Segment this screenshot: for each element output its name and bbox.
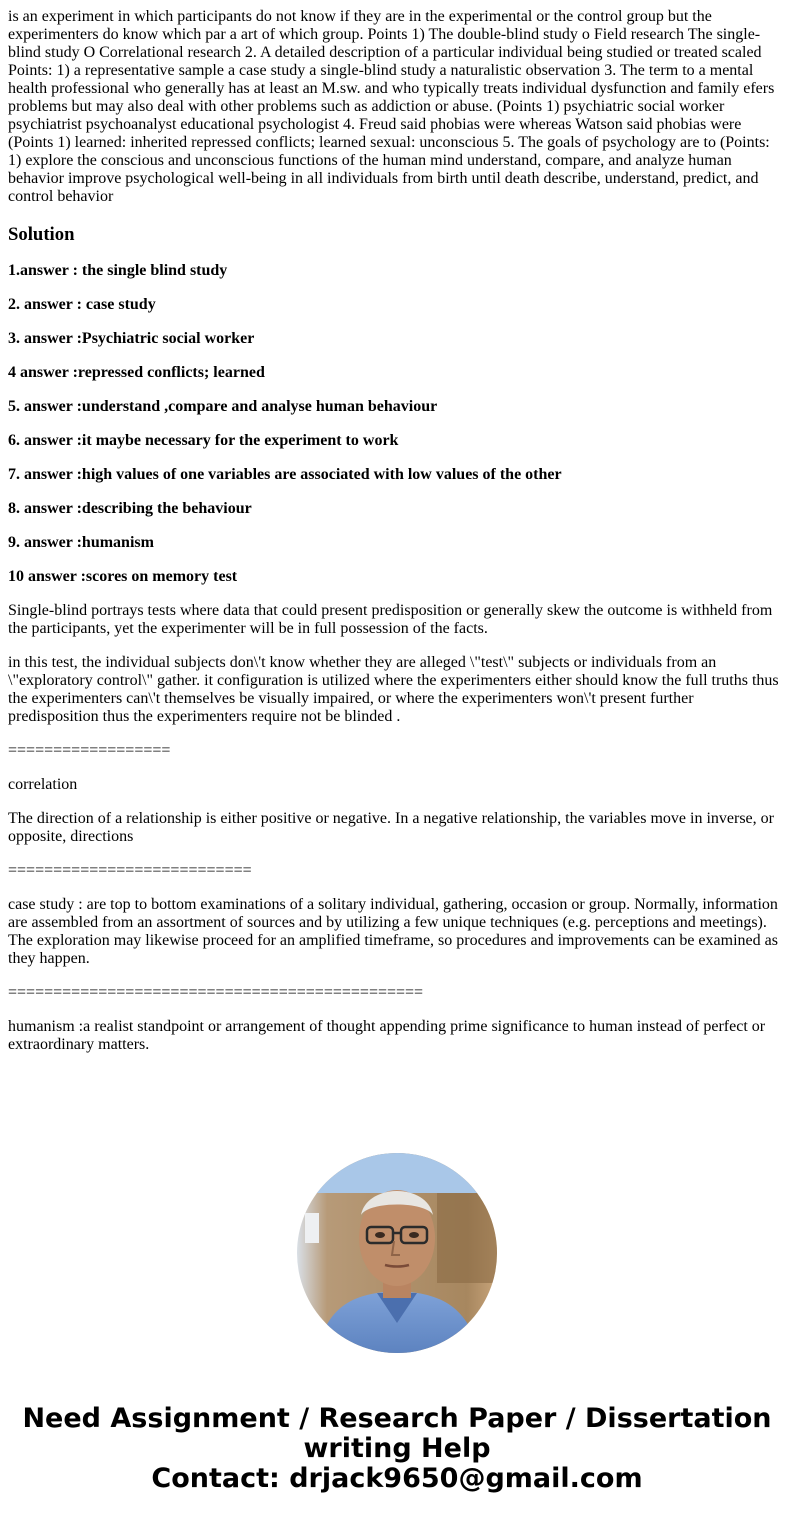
footer-headline: Need Assignment / Research Paper / Dissertation — [22, 1403, 772, 1434]
avatar-portrait-image — [297, 1153, 497, 1353]
question-text: is an experiment in which participants do not know if they are in the experimental or the control group but the experimenters do know which par a art of which group. Points 1) The double-blind study o Field research The single-blind study O Correlational research 2. A detailed description of a particular individual being studied or treated scaled Points: 1) a representative sample a case study a single-blind study a naturalistic observation 3. The term to a mental health professional who generally has at least an M.sw. and who typically treats individual dysfunction and family efers problems but may also deal with other problems such as addiction or abuse. (Points 1) psychiatric social worker psychiatrist psychoanalyst educational psychologist 4. Freud said phobias were whereas Watson said phobias were (Points 1) learned: inherited repressed conflicts; learned sexual: unconscious 5. The goals of psychology are to (Points: 1) explore the conscious and unconscious functions of the human mind understand, compare, and analyze human behavior improve psychological well-being in all individuals from birth until death describe, understand, predict, and control behavior — [8, 8, 775, 205]
avatar — [297, 1153, 497, 1353]
separator: =========================== — [8, 862, 252, 879]
answer-2: 2. answer : case study — [8, 296, 156, 313]
answer-10: 10 answer :scores on memory test — [8, 568, 238, 585]
explanation-correlation-heading: correlation — [8, 776, 78, 793]
contact-label: Contact: — [151, 1463, 290, 1494]
footer-promo — [0, 1404, 794, 1494]
contact-email-link[interactable]: drjack9650@gmail.com — [289, 1463, 643, 1494]
answer-8: 8. answer :describing the behaviour — [8, 500, 252, 517]
separator: ================== — [8, 742, 171, 759]
explanation-humanism: humanism :a realist standpoint or arrangement of thought appending prime significance to human instead of perfect or extraordinary matters. — [8, 1018, 766, 1053]
answer-3: 3. answer :Psychiatric social worker — [8, 330, 255, 347]
explanation-single-blind: Single-blind portrays tests where data that could present predisposition or generally skew the outcome is withheld from the participants, yet the experimenter will be in full possession of the facts. — [8, 602, 773, 637]
answer-6: 6. answer :it maybe necessary for the experiment to work — [8, 432, 399, 449]
footer-contact — [0, 1464, 794, 1494]
answer-7: 7. answer :high values of one variables are associated with low values of the other — [8, 466, 562, 483]
explanation-case-study: case study : are top to bottom examinations of a solitary individual, gathering, occasion or group. Normally, information are assembled from an assortment of sources and by utilizing a few unique techniques (e.g. perceptions and meetings). The exploration may likewise proceed for an amplified timeframe, so procedures and improvements can be examined as they happen. — [8, 896, 778, 967]
explanation-single-blind-detail: in this test, the individual subjects don\'t know whether they are alleged \"test\" subjects or individuals from an \"exploratory control\" gather. it configuration is utilized where the experimenters either should know the full truths thus the experimenters can\'t themselves be visually impaired, or where the experimenters won\'t present further predisposition thus the experimenters require not be blinded . — [8, 654, 779, 725]
solution-heading: Solution — [8, 224, 75, 245]
separator: ============================================== — [8, 984, 424, 1001]
answer-9: 9. answer :humanism — [8, 534, 154, 551]
answer-5: 5. answer :understand ,compare and analyse human behaviour — [8, 398, 438, 415]
answer-4: 4 answer :repressed conflicts; learned — [8, 364, 265, 381]
answer-1: 1.answer : the single blind study — [8, 262, 228, 279]
explanation-correlation: The direction of a relationship is either positive or negative. In a negative relationship, the variables move in inverse, or opposite, directions — [8, 810, 774, 845]
footer-subheadline: writing Help — [303, 1433, 491, 1464]
